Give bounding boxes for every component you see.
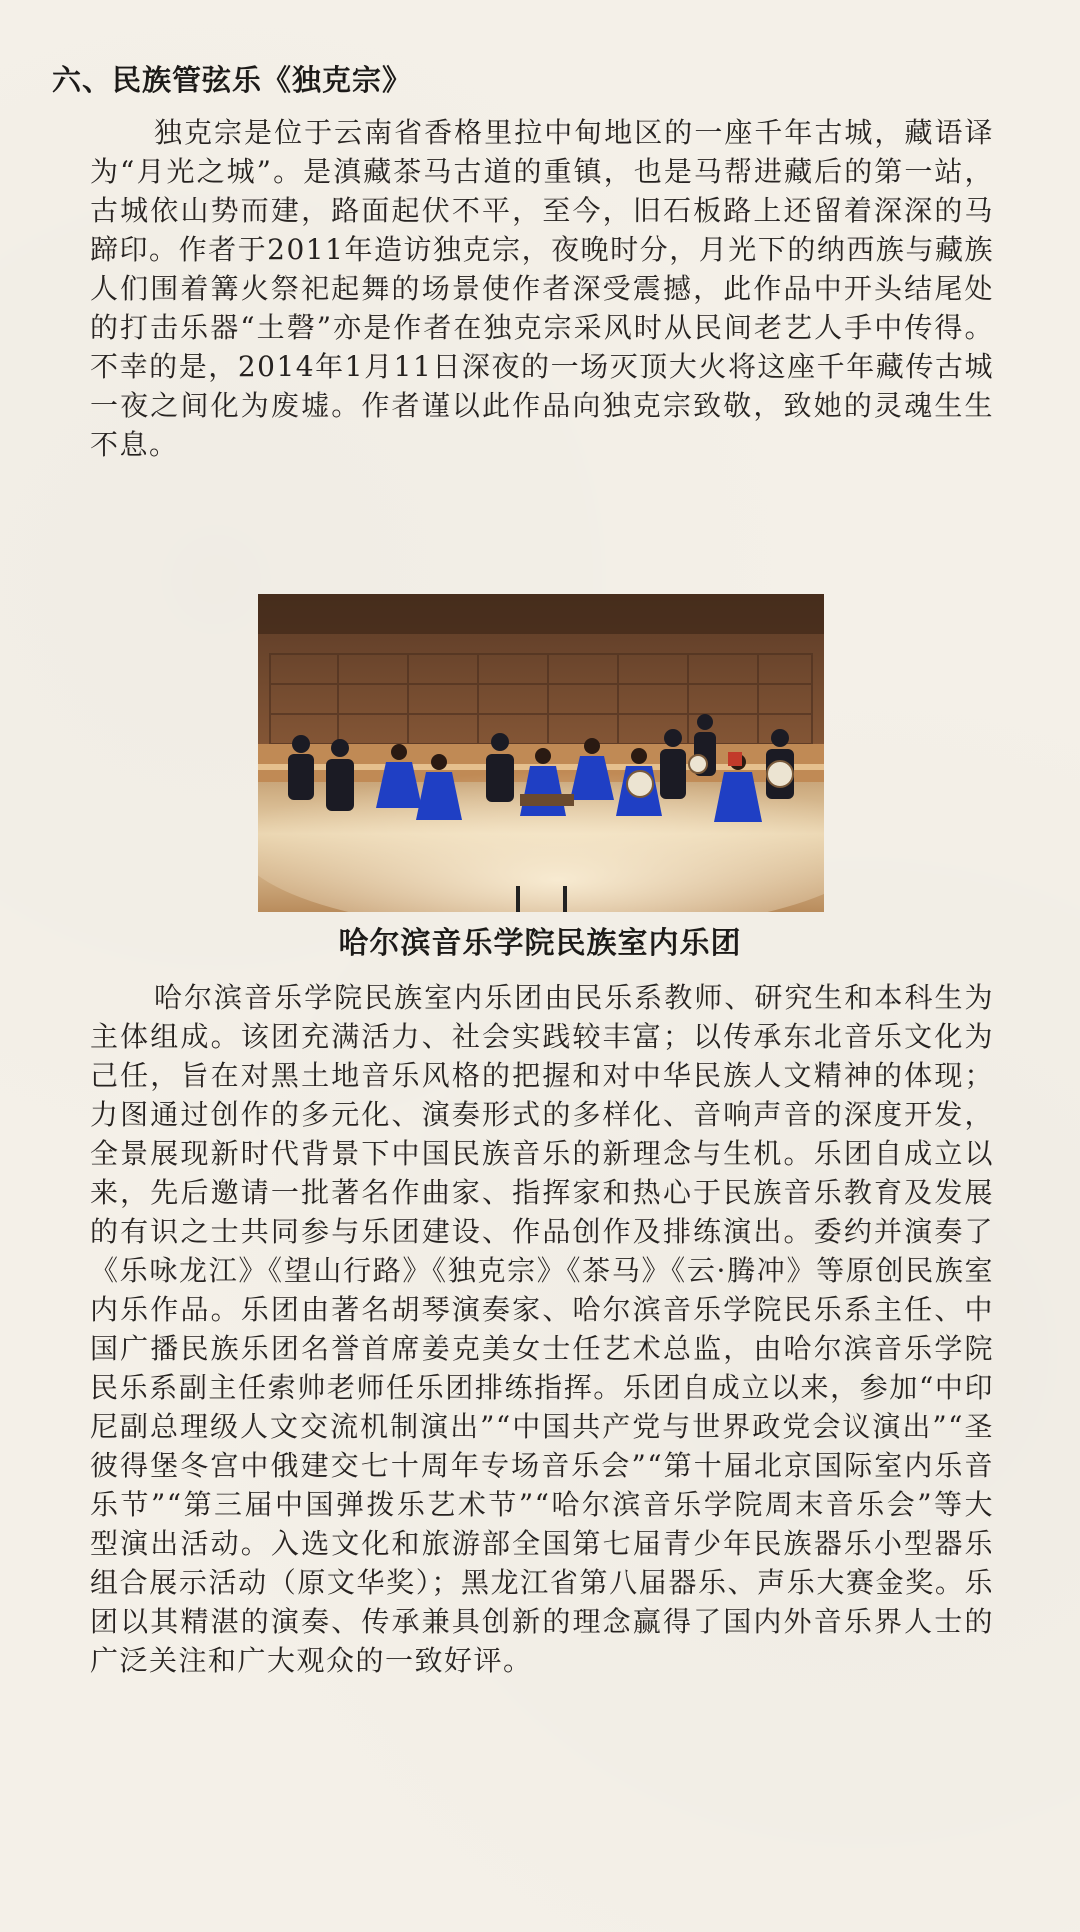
photo-caption: 哈尔滨音乐学院民族室内乐团 [338, 926, 742, 961]
ensemble-photo [258, 594, 824, 912]
ensemble-paragraph: 哈尔滨音乐学院民族室内乐团由民乐系教师、研究生和本科生为主体组成。该团充满活力、社会实践较丰富；以传承东北音乐文化为己任，旨在对黑土地音乐风格的把握和对中华民族人文精神的体现；力图通过创作的多元化、演奏形式的多样化、音响声音的深度开发，全景展现新时代背景下中国民族音乐的新理念与生机。乐团自成立以来，先后邀请一批著名作曲家、指挥家和热心于民族音乐教育及发展的有识之士共同参与乐团建设、作品创作及排练演出。委约并演奏了《乐咏龙江》《望山行路》《独克宗》《茶马》《云·腾冲》等原创民族室内乐作品。乐团由著名胡琴演奏家、哈尔滨音乐学院民乐系主任、中国广播民族乐团名誉首席姜克美女士任艺术总监，由哈尔滨音乐学院民乐系副主任索帅老师任乐团排练指挥。乐团自成立以来，参加“中印尼副总理级人文交流机制演出”“中国共产党与世界政党会议演出”“圣彼得堡冬宫中俄建交七十周年专场音乐会”“第十届北京国际室内乐音乐节”“第三届中国弹拨乐艺术节”“哈尔滨音乐学院周末音乐会”等大型演出活动。入选文化和旅游部全国第七届青少年民族器乐小型器乐组合展示活动（原文华奖）；黑龙江省第八届器乐、声乐大赛金奖。乐团以其精湛的演奏、传承兼具创新的理念赢得了国内外音乐界人士的广泛关注和广大观众的一致好评。 [90, 981, 994, 1677]
section-title: 六、民族管弦乐《独克宗》 [52, 63, 413, 97]
intro-paragraph: 独克宗是位于云南省香格里拉中甸地区的一座千年古城，藏语译为“月光之城”。是滇藏茶马古道的重镇，也是马帮进藏后的第一站，古城依山势而建，路面起伏不平，至今，旧石板路上还留着深深的马蹄印。作者于2011年造访独克宗，夜晚时分，月光下的纳西族与藏族人们围着篝火祭祀起舞的场景使作者深受震撼，此作品中开头结尾处的打击乐器“土磬”亦是作者在独克宗采风时从民间老艺人手中传得。不幸的是，2014年1月11日深夜的一场灭顶大火将这座千年藏传古城一夜之间化为废墟。作者谨以此作品向独克宗致敬，致她的灵魂生生不息。 [90, 116, 994, 461]
